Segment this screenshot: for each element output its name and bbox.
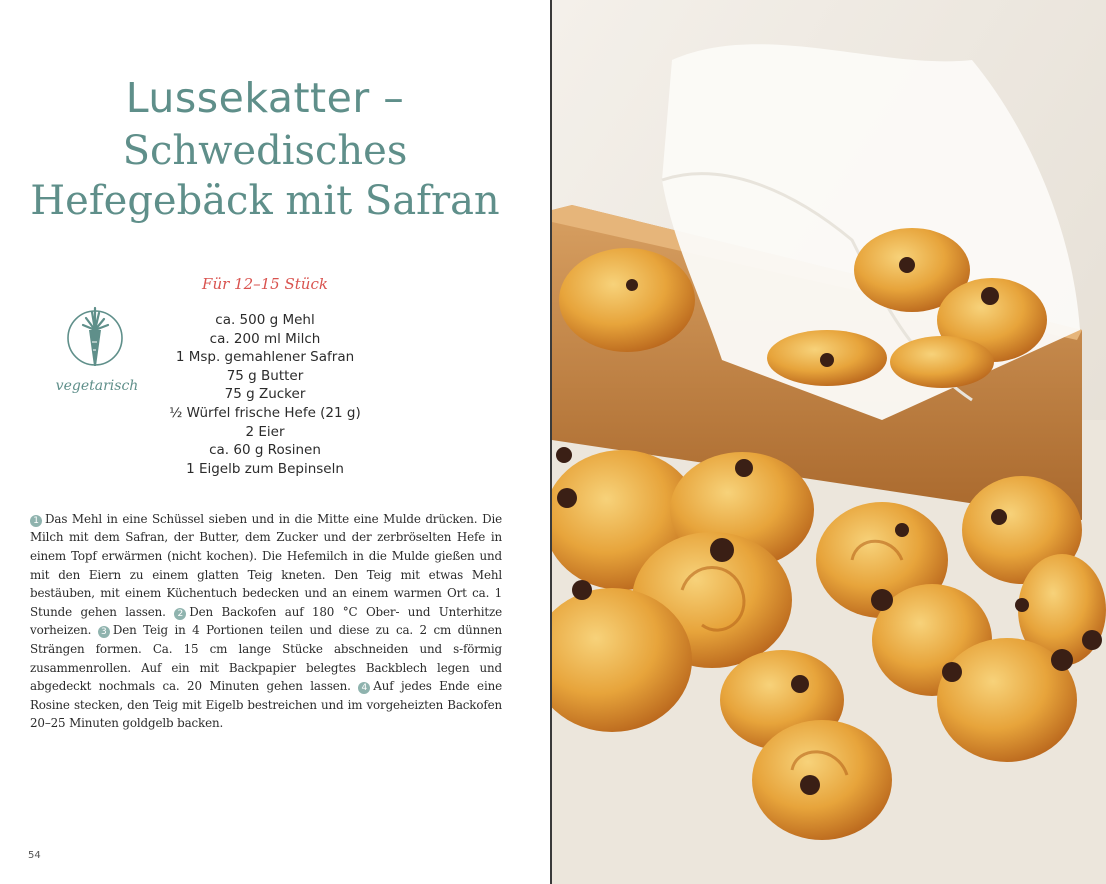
step-number-badge: 3 bbox=[98, 626, 110, 638]
recipe-title-line-2: Schwedisches bbox=[122, 128, 408, 174]
ingredient-item: 1 Msp. gemahlener Safran bbox=[175, 349, 355, 366]
recipe-title-line-3: Hefegebäck mit Safran bbox=[30, 178, 500, 224]
carrot-icon bbox=[52, 298, 142, 378]
step-text: Den Teig in 4 Portionen teilen und diese zu ca. 2 cm dünnen Strängen formen. Ca. 15 cm lange Stücke abschneiden und s-förmig zusammenrollen. Auf ein mit Backpapier belegtes Backblech legen und abgedeckt nochmals ca. 20 Minuten gehen lassen. bbox=[30, 623, 502, 694]
method-text bbox=[30, 510, 502, 733]
step-number-badge: 2 bbox=[174, 608, 186, 620]
step-text: Den Backofen auf 180 °C Ober- und Unterhitze vorheizen. bbox=[30, 604, 503, 638]
ingredient-item: ca. 60 g Rosinen bbox=[209, 442, 321, 459]
step-number-badge: 4 bbox=[358, 682, 370, 694]
yield-label: Für 12–15 Stück bbox=[202, 275, 328, 293]
recipe-photo bbox=[552, 0, 1106, 884]
vegetarian-label: vegetarisch bbox=[55, 378, 139, 394]
ingredient-item: 75 g Zucker bbox=[224, 386, 306, 403]
recipe-page bbox=[0, 0, 550, 884]
ingredient-item: ½ Würfel frische Hefe (21 g) bbox=[169, 404, 361, 421]
step-text: Auf jedes Ende eine Rosine stecken, den Teig mit Eigelb bestreichen und im vorgeheizten Backofen 20–25 Minuten goldgelb backen. bbox=[30, 679, 502, 731]
step-number-badge: 1 bbox=[30, 515, 42, 527]
recipe-title-line-1: Lussekatter – bbox=[125, 74, 405, 122]
ingredient-item: 75 g Butter bbox=[226, 367, 304, 384]
page-number: 54 bbox=[28, 850, 41, 861]
step-text: Das Mehl in eine Schüssel sieben und in die Mitte eine Mulde drücken. Die Milch mit dem Safran, der Butter, dem Zucker und der zerbröselten Hefe in einem Topf erwärmen (nicht kochen). Die Hefemilch in die Mulde gießen und mit den Eiern zu einem glatten Teig kneten. Den Teig mit etwas Mehl bestäuben, mit einem Küchentuch bedecken und an einem warmen Ort ca. 1 Stunde gehen lassen. bbox=[30, 511, 502, 619]
ingredient-item: 1 Eigelb zum Bepinseln bbox=[186, 460, 344, 477]
ingredient-list bbox=[150, 311, 380, 478]
lussekatter-photo-illustration bbox=[552, 0, 1106, 884]
ingredient-item: ca. 200 ml Milch bbox=[209, 330, 321, 347]
ingredient-item: 2 Eier bbox=[245, 423, 285, 440]
vegetarian-badge bbox=[52, 298, 142, 404]
ingredient-item: ca. 500 g Mehl bbox=[215, 312, 315, 328]
